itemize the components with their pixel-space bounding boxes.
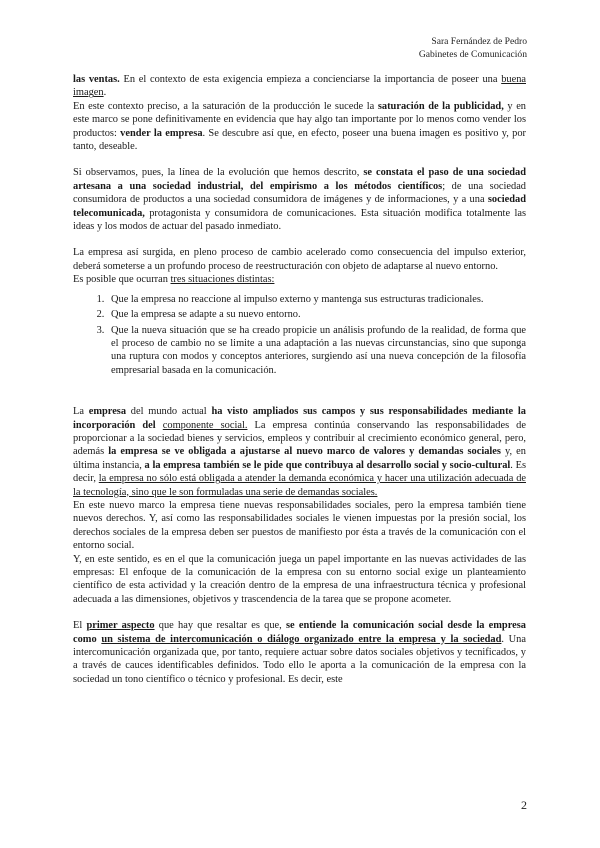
page-header	[419, 35, 527, 61]
situations-list	[73, 293, 526, 377]
text-run: El	[73, 620, 87, 632]
text-run: Si observamos, pues, la línea de la evolución que hemos descrito,	[73, 167, 364, 179]
paragraph-3	[73, 166, 526, 233]
bold-text: saturación de la publicidad,	[377, 100, 504, 112]
text-run: . Es decir,	[73, 459, 527, 485]
text-run: y en este marco se pone definitivamente en evidencia que hay algo tan importante por lo menos como vender los productos:	[73, 100, 527, 139]
bold-text: la empresa se ve obligada a ajustarse al nuevo marco de valores y demandas sociales	[108, 446, 501, 458]
document-body	[73, 73, 526, 686]
paragraph-1	[73, 73, 526, 100]
text-run: del mundo actual	[126, 406, 212, 418]
text-run: .	[103, 87, 107, 99]
bold-underlined-text: primer aspecto	[86, 620, 155, 632]
text-run: protagonista y consumidora de comunicaciones. Esta situación modifica totalmente las ideas y los modos de actuar del pasado inmediato.	[73, 207, 526, 233]
paragraph-5	[73, 273, 526, 286]
list-item: 2. Que la empresa se adapte a su nuevo entorno.	[107, 308, 526, 321]
list-item: 1. Que la empresa no reaccione al impulso externo y mantenga sus estructuras tradicionales.	[107, 293, 526, 306]
bold-underlined-text: un sistema de intercomunicación o diálogo organizado entre la empresa y la sociedad	[101, 633, 502, 645]
paragraph-8: Y, en este sentido, es en el que la comunicación juega un papel importante en las nuevas actividades de las empresas: El enfoque de la comunicación de la empresa con su entorno social exige un planteamiento científico de esta actividad y la creación dentro de la empresa de una infraestructura técnica y profesional adecuada a las dimensiones, objetivos y trascendencia de la tarea que se propone acometer.	[73, 553, 526, 605]
text-run: que hay que resaltar es que,	[154, 620, 286, 632]
header-department: Gabinetes de Comunicación	[418, 49, 527, 60]
bold-text: las ventas.	[73, 74, 120, 85]
bold-text: ha visto ampliados sus campos y sus responsabilidades mediante la incorporación del	[73, 406, 526, 431]
text-run: En el contexto de esta exigencia empieza a concienciarse la importancia de poseer una	[119, 74, 502, 85]
paragraph-6	[73, 405, 526, 499]
text-run: La	[73, 406, 89, 418]
bold-text: sociedad telecomunicada,	[73, 194, 526, 219]
bold-text: se constata el paso de una sociedad artesana a una sociedad industrial, del empirismo a los métodos científicos	[73, 167, 526, 192]
underlined-text: componente social.	[162, 419, 248, 431]
list-item: 3. Que la nueva situación que se ha creado propicie un análisis profundo de la realidad, de forma que el proceso de cambio no se limite a una adaptación a las nuevas circunstancias, sino que suponga una ruptura con modos y conceptos anteriores, surgiendo así una nueva concepción de la filosofía empresarial basada en la comunicación.	[107, 324, 526, 378]
underlined-text: la empresa no sólo está obligada a atender la demanda económica y hacer una utilización adecuada de la tecnología, sino que le son formuladas una serie de demandas sociales.	[73, 473, 526, 498]
header-author: Sara Fernández de Pedro	[431, 36, 527, 47]
bold-text: a la empresa también se le pide que contribuya al desarrollo social y socio-cultural	[144, 459, 511, 471]
text-run: . Una intercomunicación organizada que, por tanto, requiere actuar sobre datos sociales objetivos y tecnificados, y a través de cauces identificables definidos. Todo ello le aporta a la comunicación de la empresa con la sociedad un tono científico o técnico y profesional. Es decir, este	[73, 633, 526, 685]
paragraph-7: En este nuevo marco la empresa tiene nuevas responsabilidades sociales, pero la empresa también tiene nuevos derechos. Y, así como las responsabilidades sociales le vienen impuestas por la presión social, los derechos sociales de la empresa deben ser puestos de manifiesto por ésta a través de la comunicación con el entorno social.	[73, 499, 526, 552]
paragraph-4: La empresa así surgida, en pleno proceso de cambio acelerado como consecuencia del impulso exterior, deberá someterse a un profundo proceso de reestructuración con objeto de adaptarse al nuevo entorno.	[73, 247, 526, 272]
underlined-text: buena imagen	[73, 74, 526, 99]
page-number: 2	[521, 798, 527, 812]
text-run: Es posible que ocurran	[73, 274, 171, 286]
paragraph-9	[73, 619, 526, 686]
text-run: La empresa continúa conservando las responsabilidades de proporcionar a la sociedad bienes y servicios, empleos y contribuir al crecimiento económico general, pero, además	[73, 419, 526, 458]
underlined-text: tres situaciones distintas:	[170, 274, 275, 286]
bold-text: empresa	[88, 406, 127, 418]
bold-text: vender la empresa	[120, 127, 203, 139]
text-run: ; de una sociedad consumidora de productos a una sociedad consumidora de imágenes y de informaciones, y a una	[73, 180, 527, 206]
text-run: En este contexto preciso, a la saturación de la producción le sucede la	[73, 100, 378, 112]
text-run: . Se descubre así que, en efecto, poseer una buena imagen es positivo y, por tanto, deseable.	[73, 127, 526, 153]
bold-text: se entiende la comunicación social desde la empresa como	[73, 620, 526, 645]
text-run: y, en última instancia,	[73, 446, 526, 471]
text-run	[156, 420, 163, 431]
paragraph-2	[73, 100, 526, 154]
